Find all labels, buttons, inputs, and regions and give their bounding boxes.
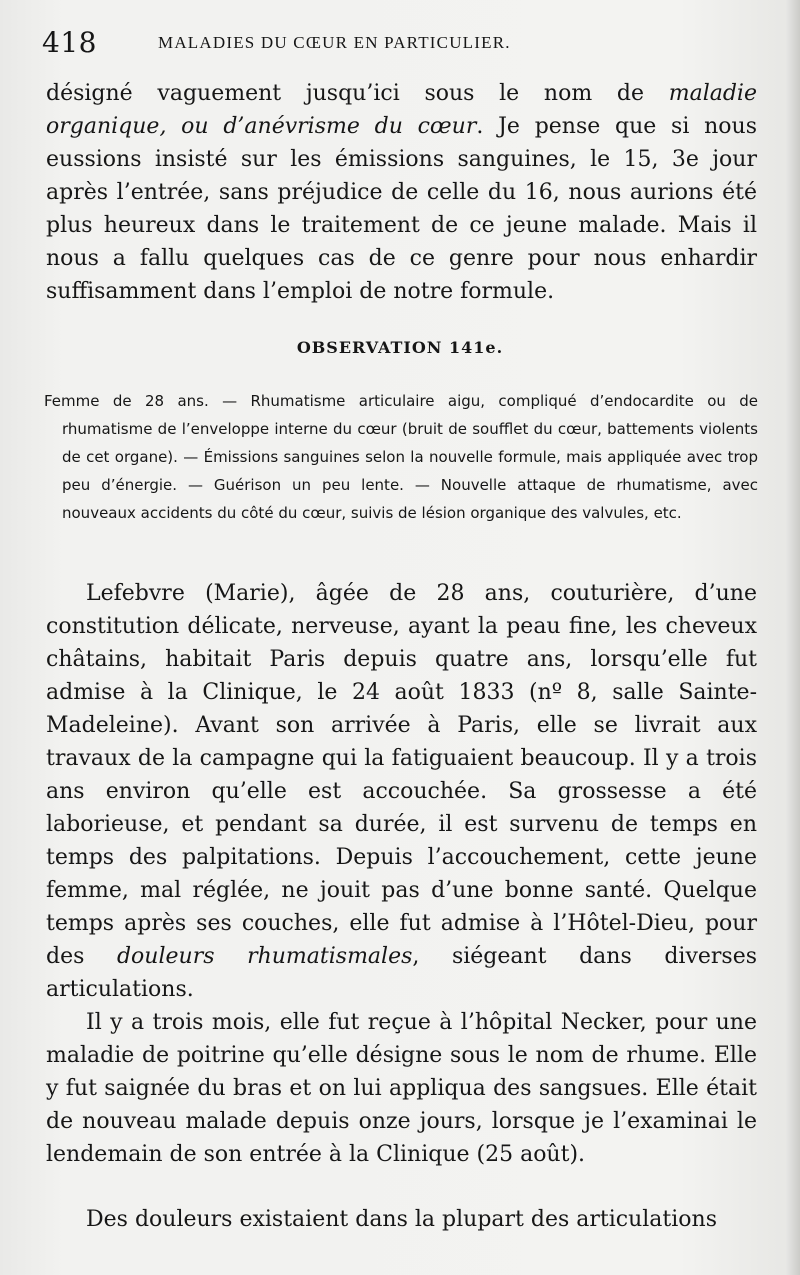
paragraph-continuation [46,77,757,308]
paragraph-text: Il y a trois mois, elle fut reçue à l’hôpital Necker, pour une maladie de poitrine qu’elle désigne sous le nom de rhume. Elle y fut saignée du bras et on lui appliqua des sangsues. Elle était de nouveau malade depuis onze jours, lorsque je l’examinai le lendemain de son entrée à la Clinique (25 août). [46,1010,757,1167]
observation-summary [44,387,758,527]
summary-text: Femme de 28 ans. — Rhumatisme articulaire aigu, compliqué d’endocardite ou de rhumatisme de l’enveloppe interne du cœur (bruit de soufflet du cœur, battements violents de cet organe). — Émissions sanguines selon la nouvelle formule, mais appliquée avec trop peu d’énergie. — Guérison un peu lente. — Nouvelle attaque de rhumatisme, avec nouveaux accidents du côté du cœur, suivis de lésion organique des valvules, etc. [44,392,758,522]
paragraph-italic-text: maladie organique, ou d’anévrisme du cœur [46,81,757,139]
page-number: 418 [42,26,97,59]
paragraph-text: Lefebvre (Marie), âgée de 28 ans, couturière, d’une constitution délicate, nerveuse, ayant la peau fine, les cheveux châtains, habitait Paris depuis quatre ans, lorsqu’elle fut admise à la Clinique, le 24 août 1833 (nº 8, salle Sainte-Madeleine). Avant son arrivée à Paris, elle se livrait aux travaux de la campagne qui la fatiguaient beaucoup. Il y a trois ans environ qu’elle est accouchée. Sa grossesse a été laborieuse, et pendant sa durée, il est survenu de temps en temps des palpitations. Depuis l’accouchement, cette jeune femme, mal réglée, ne jouit pas d’une bonne santé. Quelque temps après ses couches, elle fut admise à l’Hôtel-Dieu, pour des [46,581,757,969]
paragraph-necker [46,1006,757,1171]
paragraph-text: désigné vaguement jusqu’ici sous le nom de [46,81,669,106]
paragraph-text: . Je pense que si nous eussions insisté sur les émissions sanguines, le 15, 3e jour après l’entrée, sans préjudice de celle du 16, nous aurions été plus heureux dans le traitement de ce jeune malade. Mais il nous a fallu quelques cas de ce genre pour nous enhardir suffisamment dans l’emploi de notre formule. [46,114,757,304]
page-header [42,26,760,66]
paragraph-patient-history [46,577,757,1006]
paragraph-text: , siégeant dans diverses articulations. [46,944,758,1002]
observation-title: OBSERVATION 141e. [296,338,504,357]
page-edge-shadow [786,0,800,1275]
paragraph-italic-text: douleurs rhumatismales [116,944,413,969]
paragraph-text: Des douleurs existaient dans la plupart des articulations [86,1207,717,1232]
paragraph-final [46,1203,757,1236]
running-head: MALADIES DU CŒUR EN PARTICULIER. [158,33,511,52]
